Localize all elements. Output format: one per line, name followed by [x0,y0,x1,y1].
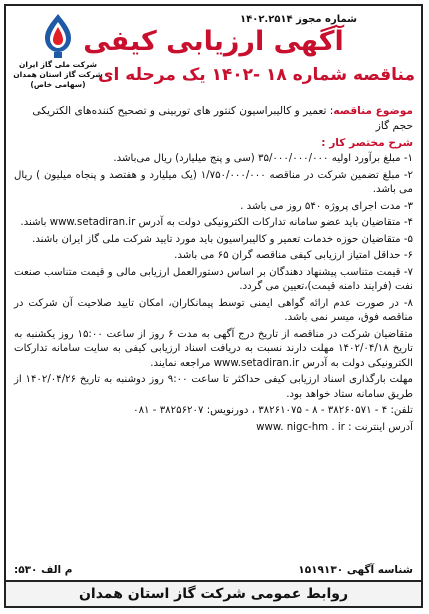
contact-website: آدرس اینترنت : www. nigc-hm . ir [256,421,413,433]
list-item: ۴- متقاضیان باید عضو سامانه تدارکات الکترونیکی دولت به آدرس www.setadiran.ir باشند. [20,217,413,228]
logo-line-1: شرکت ملی گاز ایران [19,60,97,69]
ad-code: م الف ۵۳۰: [14,564,73,576]
list-item: ۷- قیمت متناسب پیشنهاد دهندگان بر اساس دستورالعمل ارزیابی مالی و قیمت متناسب صنعت نفت (فرایند دامنه قیمت)،تعیین می گردد. [14,266,413,292]
ad-id: شناسه آگهی ۱۵۱۹۱۳۰ [298,564,413,576]
summary-heading: شرح مختصر کار : [321,137,413,149]
list-item: مهلت بارگذاری اسناد ارزیابی کیفی حداکثر تا ساعت ۹:۰۰ روز دوشنبه به تاریخ ۱۴۰۲/۰۴/۲۶ از طریق سامانه ستاد خواهد بود. [14,374,413,400]
list-item: ۱- مبلغ برآورد اولیه ۳۵/۰۰۰/۰۰۰/۰۰۰ (سی و پنج میلیارد) ریال می‌باشد. [113,153,413,164]
list-item: ۵- متقاضیان حوزه خدمات تعمیر و کالیبراسیون باید مورد تایید شرکت ملی گاز ایران باشند. [32,233,413,245]
logo-line-3: (سهامی خاص) [30,80,86,89]
advertisement-frame [4,4,423,608]
list-item: متقاضیان شرکت در مناقصه از تاریخ درج آگهی به مدت ۶ روز از ساعت ۱۵:۰۰ روز یکشنبه به تاریخ ۱۴۰۲/۰۴/۱۸ مهلت دارند نسبت به دریافت اسناد ارزیابی کیفی به سایت سامانه تدارکات الکترونیکی دولت به آدرس www.setadiran.ir مراجعه نمایند. [14,328,414,369]
main-title: آگهی ارزیابی کیفی [83,26,344,57]
contact-phone: تلفن: ۴ - ۳۸۲۶۰۵۷۱ - ۸ - ۳۸۲۶۱۰۷۵ ، دورنویس: ۳۸۲۵۶۲۰۷ - ۰۸۱ [133,405,413,416]
subject-label: موضوع مناقصه [333,105,413,117]
list-item: ۶- حداقل امتیاز ارزیابی کیفی مناقصه گران ۶۵ می باشد. [174,250,413,261]
items-list [14,152,413,437]
list-item: ۲- مبلغ تضمین شرکت در مناقصه ۱/۷۵۰/۰۰۰/۰۰۰ (یک میلیارد و هفتصد و پنجاه میلیون ) ریال می باشد. [14,169,413,195]
publisher-bar: روابط عمومی شرکت گاز استان همدان [6,580,421,606]
subject-text: : تعمیر و کالیبراسیون کنتور های توربینی و تصحیح کننده‌های الکتریکی حجم گاز [32,105,413,132]
list-item: ۳- مدت اجرای پروژه ۵۴۰ روز می باشد . [240,200,413,212]
logo-line-2: شرکت گاز استان همدان [13,70,103,79]
header [6,6,421,102]
subject-paragraph [14,104,413,134]
tender-title: مناقصه شماره ۱۸ -۱۴۰۲ یک مرحله ای [97,65,415,85]
permit-number: شماره مجوز ۱۴۰۲.۲۵۱۴ [240,14,357,25]
list-item: ۸- در صورت عدم ارائه گواهی ایمنی توسط پیمانکاران، امکان تایید صلاحیت آن شرکت در مناقصه فوق، میسر نمی باشد. [14,297,413,323]
